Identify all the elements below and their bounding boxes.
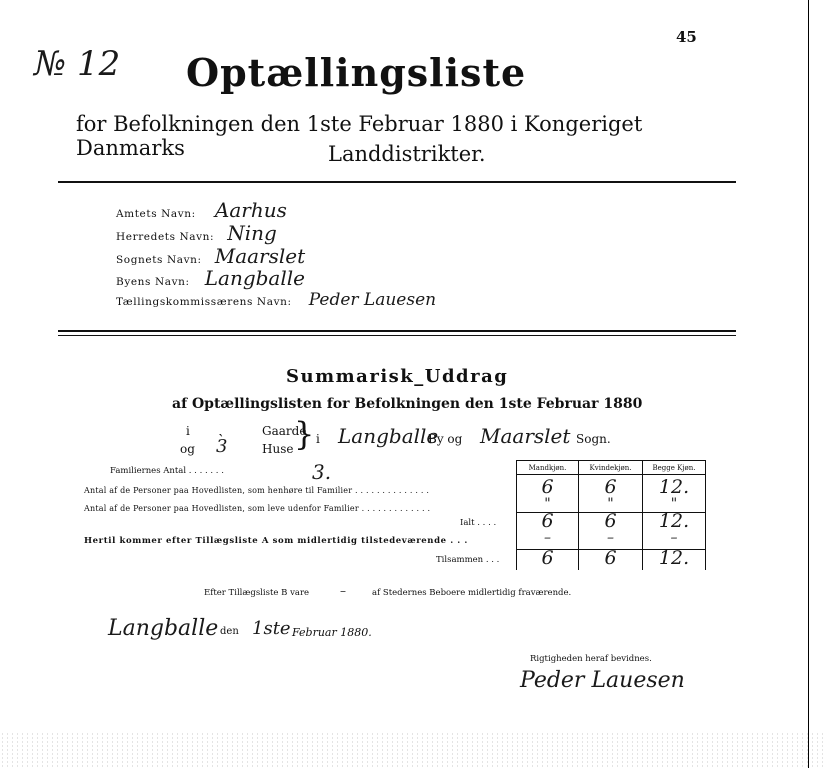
gaarde-prefix: i — [186, 424, 190, 438]
table-cell: 12. — [658, 476, 690, 498]
table-header: Begge Kjøn. — [652, 464, 696, 472]
familier-value: 3. — [312, 460, 332, 484]
subtitle-line-2: Landdistrikter. — [328, 142, 486, 166]
by-value: Langballe — [338, 424, 439, 448]
table-cell: 6 — [541, 547, 554, 569]
tillaeg-b-value: – — [340, 584, 346, 598]
table-cell: – — [607, 530, 614, 546]
date-rest: Februar 1880. — [292, 626, 372, 639]
huse-prefix: og — [180, 442, 195, 456]
field-kommissaer — [116, 290, 436, 310]
double-rule-top — [58, 330, 736, 332]
row-label: Antal af de Personer paa Hovedlisten, som henhøre til Familier . . . . . . . . . . . . . . — [84, 486, 430, 495]
table-cell: – — [544, 530, 551, 546]
field-amt — [116, 198, 287, 222]
table-cell: " — [670, 496, 678, 512]
table-cell: 12. — [658, 510, 690, 532]
field-value: Peder Lauesen — [308, 290, 437, 310]
i-word: i — [316, 432, 320, 446]
gaarde-label: Gaarde — [262, 424, 307, 438]
by-label: By og — [428, 432, 463, 446]
scan-speckle — [0, 732, 826, 768]
field-label: Byens Navn: — [116, 276, 190, 288]
sogn-value: Maarslet — [480, 424, 571, 448]
row-label: Antal af de Personer paa Hovedlisten, som leve udenfor Familier . . . . . . . . . . . . . — [84, 504, 431, 513]
table-cell: 6 — [604, 510, 617, 532]
row-label-tilsammen: Tilsammen . . . — [436, 555, 500, 565]
huse-count: 3 — [216, 436, 228, 457]
table-cell: " — [544, 496, 551, 512]
page-right-border — [808, 0, 809, 768]
gaarde-count: ˎ — [218, 418, 224, 437]
tillaeg-b-before: Efter Tillægsliste B vare — [204, 588, 310, 598]
tillaeg-b-after: af Stedernes Beboere midlertidig fraværende. — [372, 588, 572, 598]
header-rule — [58, 181, 736, 183]
table-header: Mandkjøn. — [528, 464, 567, 472]
field-by — [116, 266, 305, 290]
date-den: den — [220, 626, 239, 637]
table-cell: 12. — [658, 547, 690, 569]
table-cell: 6 — [541, 476, 554, 498]
document-number: № 12 — [34, 44, 121, 84]
field-herred — [116, 221, 277, 245]
table-header-line — [516, 474, 706, 475]
table-cell: 6 — [604, 476, 617, 498]
field-label: Tællingskommissærens Navn: — [116, 296, 292, 308]
double-rule-bottom — [58, 335, 736, 336]
summary-subheading: af Optællingslisten for Befolkningen den 1ste Februar 1880 — [172, 396, 643, 412]
subtitle-line-1: for Befolkningen den 1ste Februar 1880 i Kongeriget Danmarks — [76, 112, 643, 160]
certify-text: Rigtigheden heraf bevidnes. — [530, 654, 652, 664]
row-label-tillaeg-a: Hertil kommer efter Tillægsliste A som midlertidig tilstedeværende . . . — [84, 536, 468, 546]
page-number: 45 — [676, 28, 697, 46]
table-cell: 6 — [604, 547, 617, 569]
table-header: Kvindekjøn. — [589, 464, 632, 472]
table-top-line — [516, 460, 706, 461]
table-cell: " — [607, 496, 614, 512]
table-cell: – — [670, 530, 678, 546]
document-title: Optællingsliste — [186, 50, 527, 95]
field-value: Langballe — [204, 266, 305, 290]
date-place: Langballe — [108, 616, 219, 641]
sogn-label: Sogn. — [576, 432, 611, 446]
field-sogn — [116, 244, 305, 268]
field-label: Sognets Navn: — [116, 254, 202, 266]
familier-label: Familiernes Antal . . . . . . . — [110, 466, 224, 476]
field-value: Aarhus — [214, 198, 287, 222]
table-col-line — [705, 460, 706, 570]
huse-label: Huse — [262, 442, 294, 456]
field-label: Amtets Navn: — [116, 208, 196, 220]
row-label-ialt: Ialt . . . . — [460, 518, 497, 528]
curly-brace: } — [294, 415, 315, 453]
field-value: Ning — [227, 221, 277, 245]
date-day: 1ste — [252, 618, 291, 639]
field-label: Herredets Navn: — [116, 231, 215, 243]
signature: Peder Lauesen — [520, 668, 685, 693]
summary-heading: Summarisk_Uddrag — [286, 366, 509, 387]
field-value: Maarslet — [214, 244, 306, 268]
table-cell: 6 — [541, 510, 554, 532]
